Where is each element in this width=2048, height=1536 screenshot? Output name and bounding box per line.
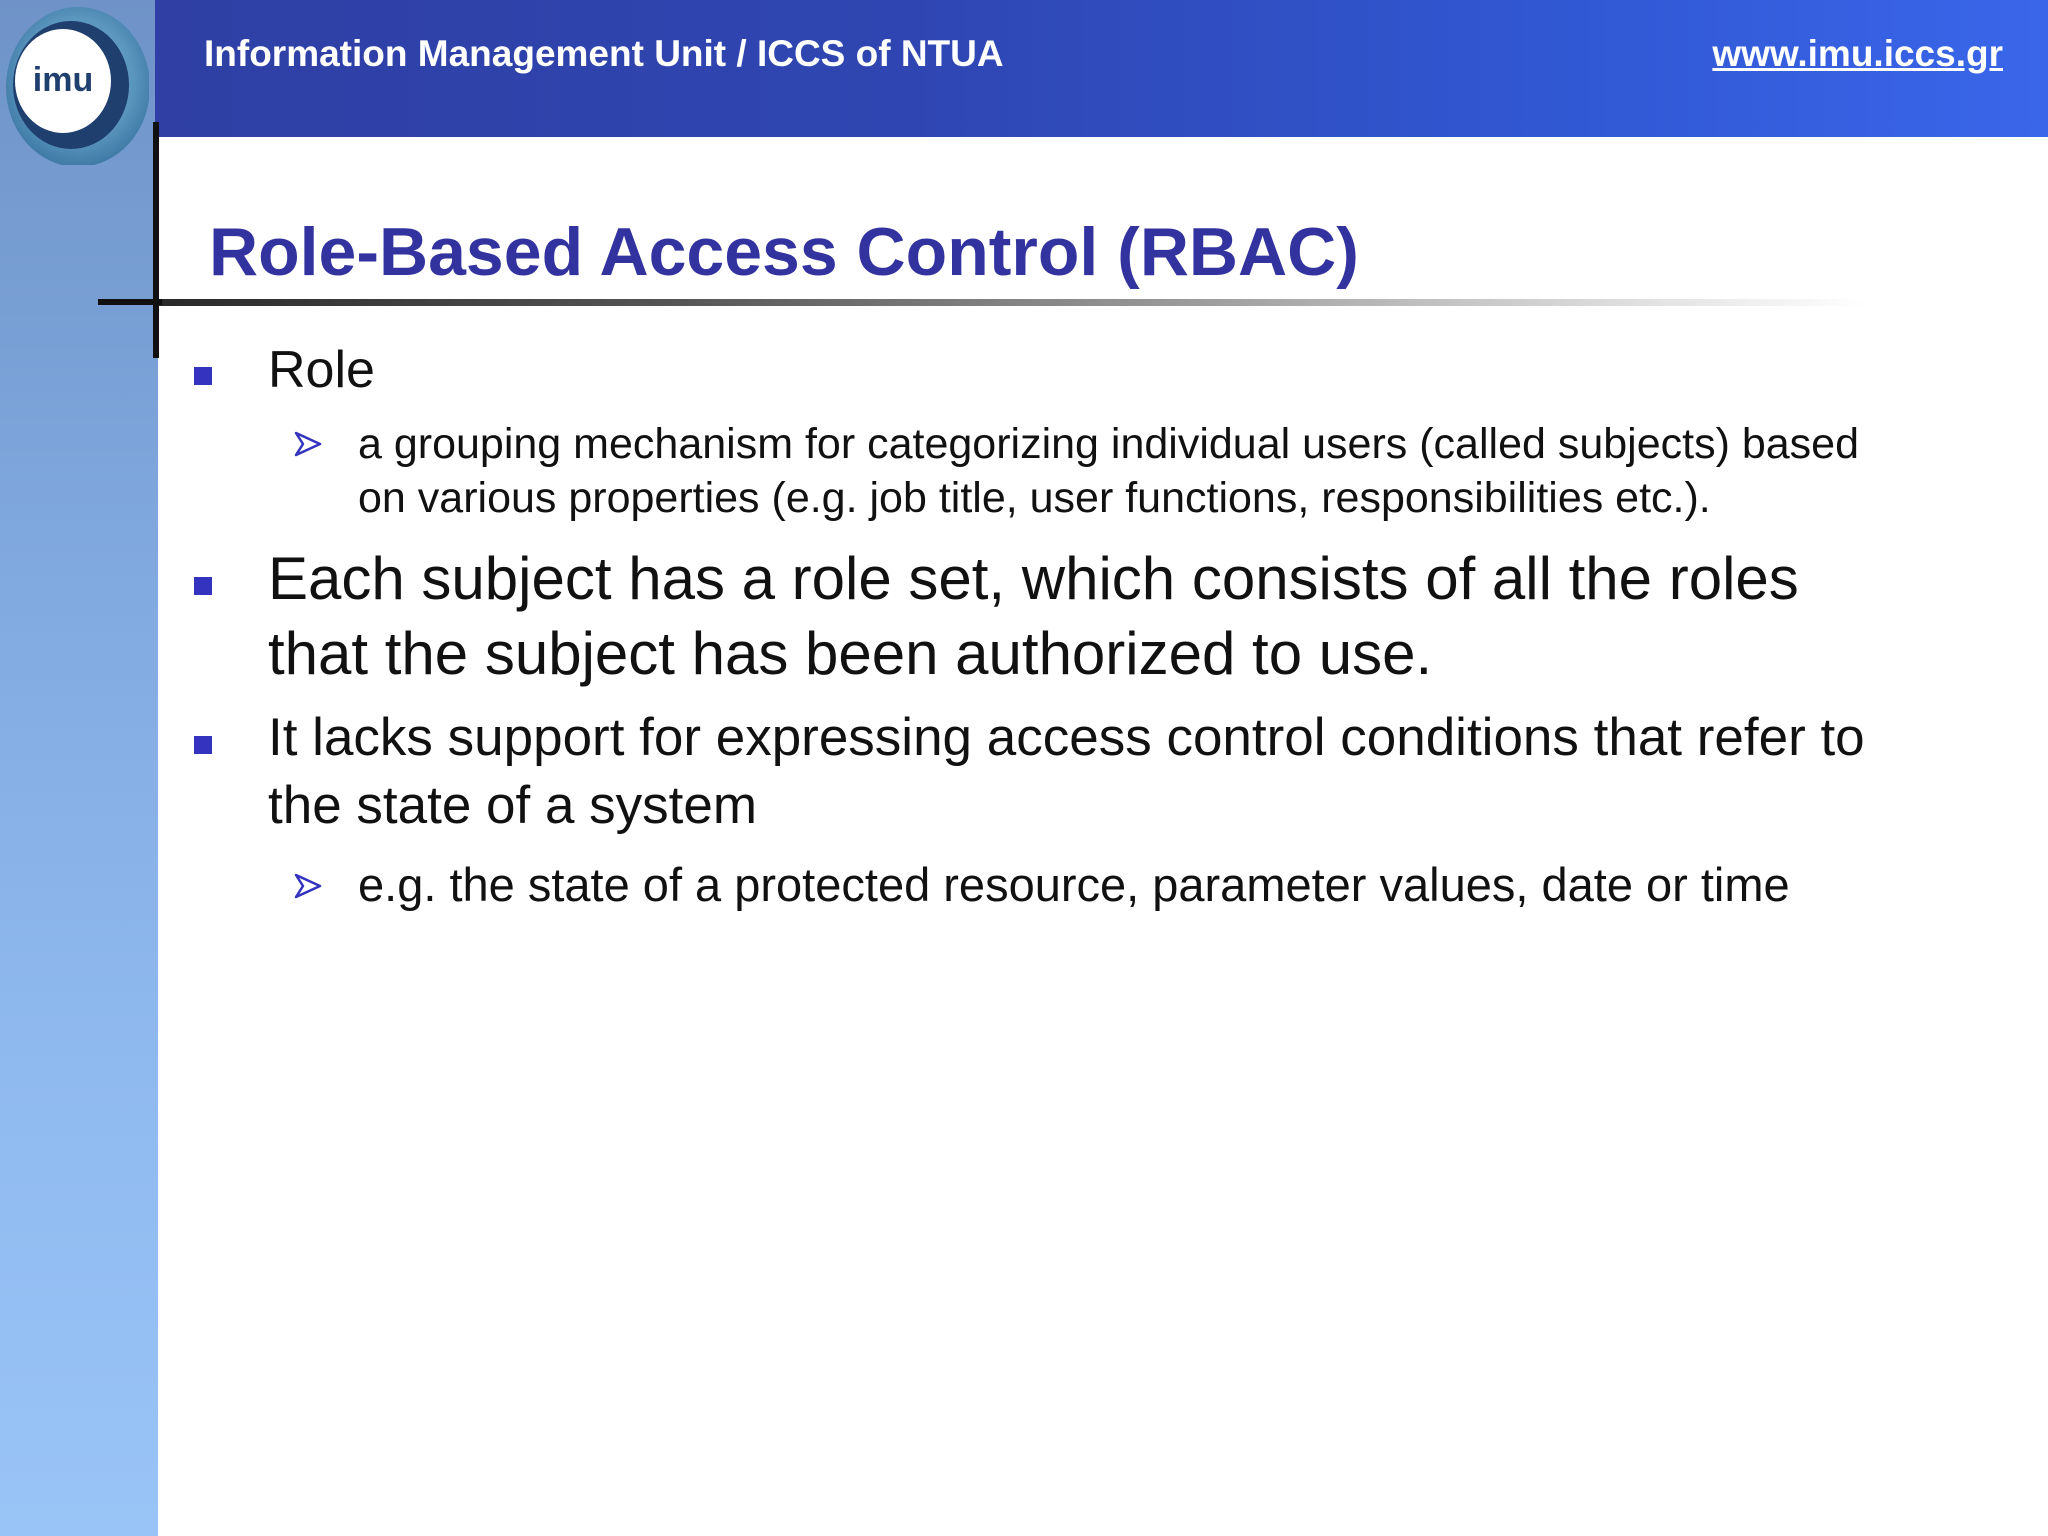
bullet-1-line-1: Role: [268, 341, 375, 399]
arrow-bullet-icon: [293, 429, 323, 459]
bullet-2-line-1: Each subject has a role set, which consists of all the roles: [268, 545, 1799, 612]
arrow-bullet-icon: [293, 871, 323, 901]
bullet-1-sub-1-line-1: a grouping mechanism for categorizing individual users (called subjects) based: [358, 420, 1860, 468]
bullet-3-line-1: It lacks support for expressing access control conditions that refer to: [268, 708, 1865, 767]
square-bullet-icon: [194, 367, 212, 385]
bullet-3-sub-1-line-1: e.g. the state of a protected resource, parameter values, date or time: [358, 858, 1790, 911]
logo-text: imu: [32, 61, 94, 99]
bullet-1-sub-1-line-2: on various properties (e.g. job title, user functions, responsibilities etc.).: [358, 474, 1711, 522]
bullet-3-line-2: the state of a system: [268, 776, 758, 835]
square-bullet-icon: [194, 577, 212, 595]
square-bullet-icon: [194, 736, 212, 754]
slide-title: Role-Based Access Control (RBAC): [209, 214, 1359, 290]
organization-name: Information Management Unit / ICCS of NTUA: [204, 33, 1004, 74]
bullet-2-line-2: that the subject has been authorized to use.: [268, 620, 1433, 687]
website-link[interactable]: www.imu.iccs.gr: [1712, 33, 2003, 74]
